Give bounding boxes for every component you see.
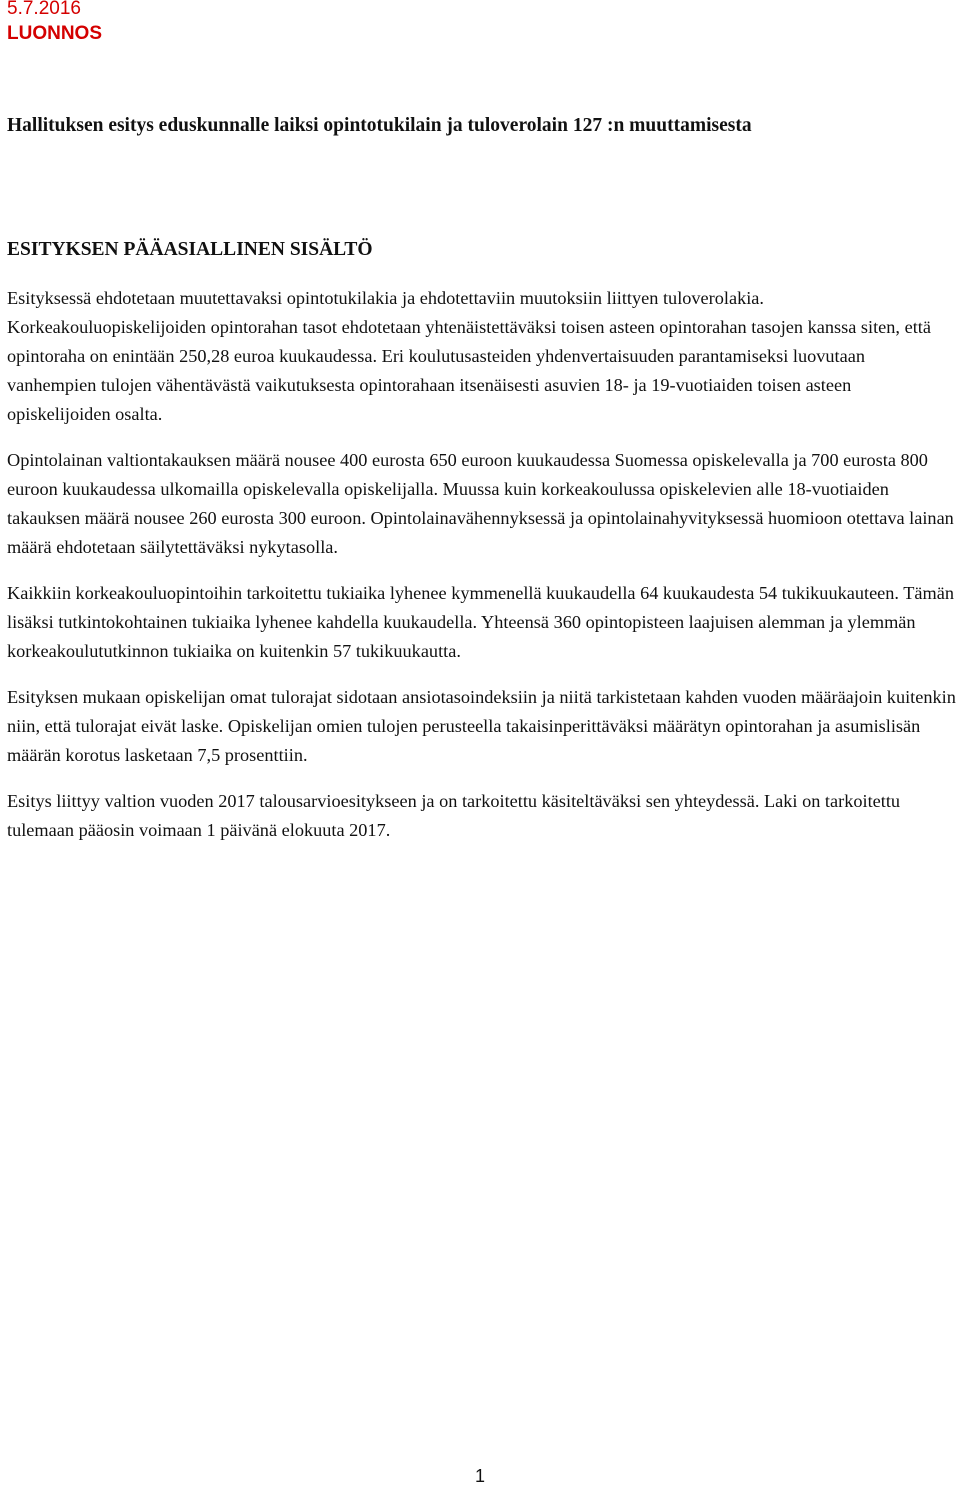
section-heading: ESITYKSEN PÄÄASIALLINEN SISÄLTÖ xyxy=(7,239,373,260)
paragraph-voimaantulo: Esitys liittyy valtion vuoden 2017 talousarvioesitykseen ja on tarkoitettu käsiteltäväksi sen yhteydessä. Laki on tarkoitettu tulemaan pääosin voimaan 1 päivänä elokuuta 2017. xyxy=(7,791,901,840)
document-body xyxy=(7,284,957,862)
page-number: 1 xyxy=(474,1466,485,1486)
paragraph-tukiaika: Kaikkiin korkeakouluopintoihin tarkoitettu tukiaika lyhenee kymmenellä kuukaudella 64 kuukaudesta 54 tukikuukauteen. Tämän lisäksi tutkintokohtainen tukiaika lyhenee kahdella kuukaudella. Yhteensä 360 opintopisteen laajuisen alemman ja ylemmän korkeakoulututkinnon tukiaika on kuitenkin 57 tukikuukautta. xyxy=(7,583,955,661)
document-title: Hallituksen esitys eduskunnalle laiksi opintotukilain ja tuloverolain 127 :n muuttamisesta xyxy=(7,115,752,136)
paragraph-opintolaina: Opintolainan valtiontakauksen määrä nousee 400 eurosta 650 euroon kuukaudessa Suomessa opiskelevalla ja 700 eurosta 800 euroon kuukaudessa ulkomailla opiskelevalla opiskelijalla. Muussa kuin korkeakoulussa opiskelevien alle 18-vuotiaiden takauksen määrä nousee 260 eurosta 300 euroon. Opintolainavähennyksessä ja opintolainahyvityksessä huomioon otettava lainan määrä ehdotetaan säilytettäväksi nykytasolla. xyxy=(7,450,954,557)
draft-label: LUONNOS xyxy=(7,23,102,44)
paragraph-opintoraha: Esityksessä ehdotetaan muutettavaksi opintotukilakia ja ehdotettaviin muutoksiin liittyen tuloverolakia. Korkeakouluopiskelijoiden opintorahan tasot ehdotetaan yhtenäistettäväksi toisen asteen opintorahan tasojen kanssa siten, että opintoraha on enintään 250,28 euroa kuukaudessa. Eri koulutusasteiden yhdenvertaisuuden parantamiseksi luovutaan vanhempien tulojen vähentävästä vaikutuksesta opintorahaan itsenäisesti asuvien 18- ja 19-vuotiaiden toisen asteen opiskelijoiden osalta. xyxy=(7,288,931,424)
paragraph-tulorajat: Esityksen mukaan opiskelijan omat tulorajat sidotaan ansiotasoindeksiin ja niitä tarkistetaan kahden vuoden määräajoin kuitenkin niin, että tulorajat eivät laske. Opiskelijan omien tulojen perusteella takaisinperittäväksi määrätyn opintorahan ja asumislisän määrän korotus lasketaan 7,5 prosenttiin. xyxy=(7,687,956,765)
document-date: 5.7.2016 xyxy=(7,0,81,19)
